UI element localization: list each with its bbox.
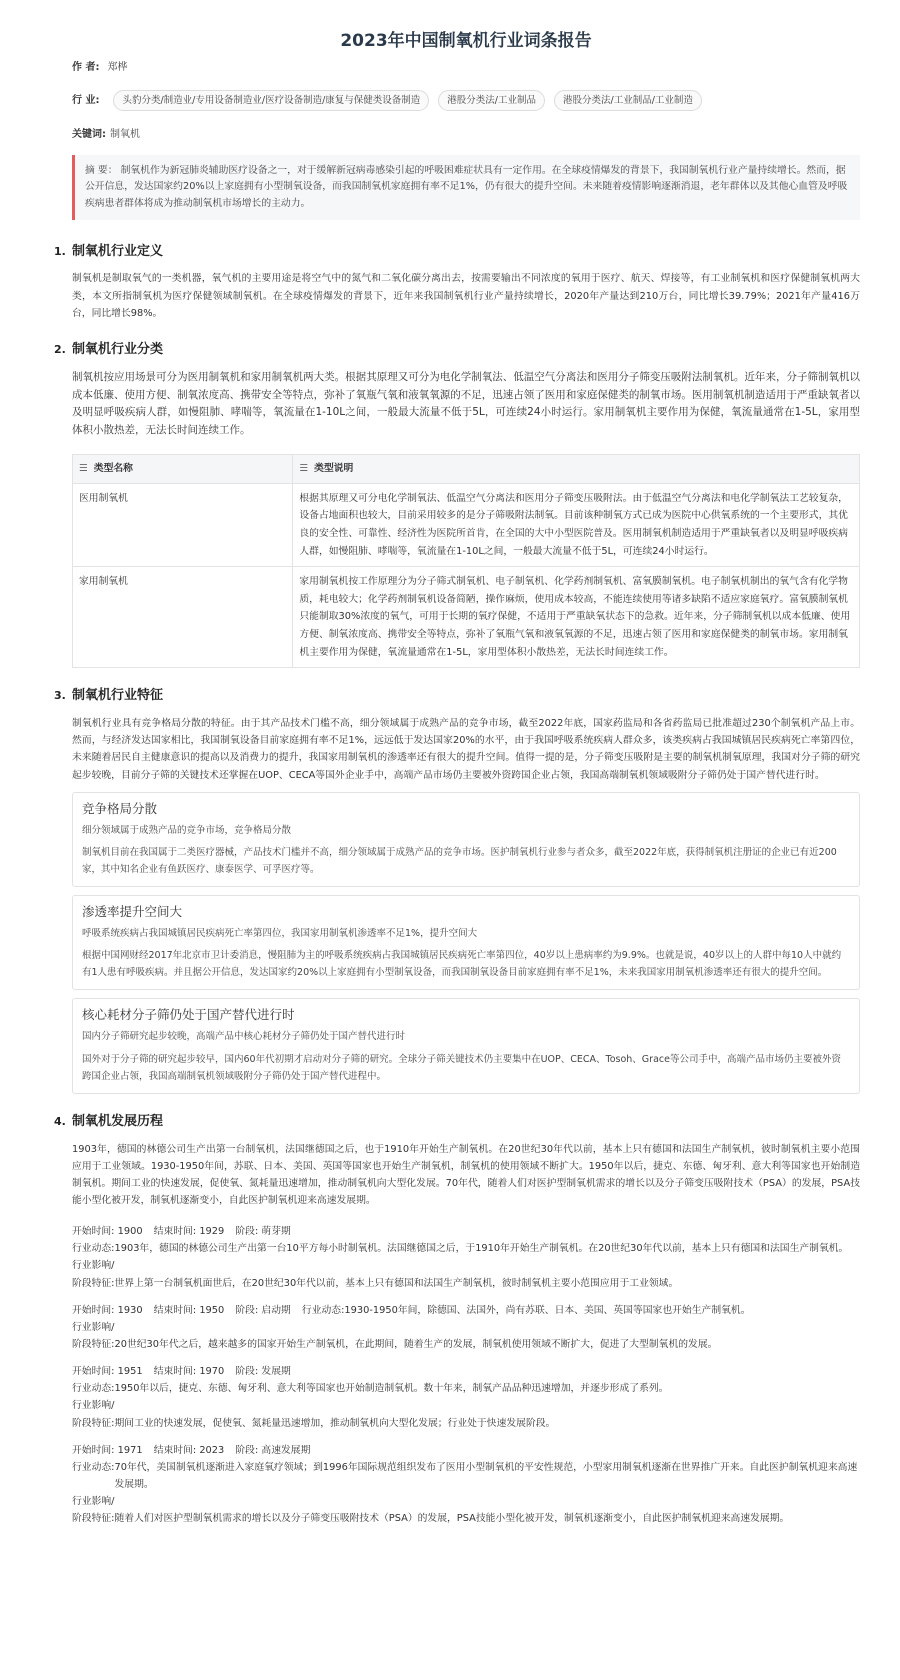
section-number: 3.	[54, 689, 66, 703]
list-icon: ☰	[299, 463, 309, 475]
timeline-dynamics: 行业动态: 1950年以后，捷克、东德、匈牙利、意大利等国家也开始制造制氧机。数十年来，制氧产品品种迅速增加，并逐步形成了系列。	[72, 1383, 669, 1395]
industry-label: 行 业:	[72, 94, 100, 106]
timeline-period: 开始时间: 1951 结束时间: 1970 阶段: 发展期	[72, 1366, 291, 1378]
timeline-dynamics: 行业动态: 1903年，德国的林德公司生产出第一台10平方每小时制氧机。法国继德国之后，于1910年开始生产制氧机。在20世纪30年代以前，基本上只有德国和法国生产制氧机。	[72, 1243, 849, 1255]
feature-card-subtitle: 细分领域属于成熟产品的竞争市场，竞争格局分散	[82, 824, 292, 836]
section-number: 1.	[54, 244, 66, 258]
timeline-impact-label: 行业影响/	[72, 1321, 115, 1333]
timeline-entry	[72, 1302, 860, 1353]
industry-tags	[113, 90, 701, 111]
author-row	[72, 60, 860, 76]
section-paragraph: 制氧机按应用场景可分为医用制氧机和家用制氧机两大类。根据其原理又可分为电化学制氧法、低温空气分离法和医用分子筛变压吸附法制氧机。近年来，分子筛制氧机以成本低廉、使用方便、制氧浓度高、携带安全等特点，弥补了氧瓶气氧和液氧氧源的不足，迅速占领了医用和家庭保健类的制氧市场。医用制氧机制造适用于严重缺氧者以及明显呼吸疾病人群，如慢阻肺、哮喘等，氧流量在1-10L之间，一般最大流量不低于5L，可连续24小时运行。家用制氧机主要作用为保健，氧流量通常在1-5L，家用型体积小散热差，无法长时间连续工作。	[72, 370, 860, 437]
timeline-feature: 阶段特征: 世界上第一台制氧机面世后，在20世纪30年代以前，基本上只有德国和法国生产制氧机，彼时制氧机主要小范围应用于工业领域。	[72, 1277, 679, 1289]
timeline-period: 开始时间: 1930 结束时间: 1950 阶段: 启动期 行业动态: 1930-1950年间，除德国、法国外，尚有苏联、日本、美国、英国等国家也开始生产制氧机。	[72, 1304, 751, 1316]
feature-card	[72, 792, 860, 887]
section-paragraph: 1903年，德国的林德公司生产出第一台制氧机，法国继德国之后，也于1910年开始生产制氧机。在20世纪30年代以前，基本上只有德国和法国生产制氧机，彼时制氧机主要小范围应用于工业领域。1930-1950年间，苏联、日本、美国、英国等国家也开始生产制氧机，制氧机的使用领域不断扩大。1950年以后，捷克、东德、匈牙利、意大利等国家也开始制造制氧机。期间工业的快速发展，促使氧、氮耗量迅速增加，推动制氧机向大型化发展。70年代，随着人们对医护型制氧机需求的增长以及分子筛变压吸附技术（PSA）的发展，PSA技能小型化被开发，制氧机逐渐变小，自此医护制氧机迎来高速发展期。	[72, 1143, 860, 1207]
section-number: 2.	[54, 342, 66, 356]
table-row	[73, 483, 860, 567]
industry-row	[72, 90, 860, 111]
section-title: 制氧机行业分类	[72, 341, 164, 357]
timeline-impact-label: 行业影响/	[72, 1260, 115, 1272]
industry-tag[interactable]: 港股分类法/工业制品	[438, 90, 545, 111]
timeline-period: 开始时间: 1900 结束时间: 1929 阶段: 萌芽期	[72, 1226, 291, 1238]
keywords-row	[72, 127, 860, 143]
section-paragraph: 制氧机是制取氧气的一类机器，氧气机的主要用途是将空气中的氮气和二氧化碳分离出去，按需要输出不同浓度的氧用于医疗、航天、焊接等，有工业制氧机和医疗保健制氧机两大类，本文所指制氧机为医疗保健领域制氧机。在全球疫情爆发的背景下，近年来我国制氧机行业产量持续增长，2020年产量达到210万台，同比增长39.79%；2021年产量416万台，同比增长98%。	[72, 273, 860, 319]
section-heading	[54, 1112, 860, 1133]
history-timeline	[72, 1223, 860, 1527]
feature-card-body: 根据中国网财经2017年北京市卫计委消息，慢阻肺为主的呼吸系统疾病占我国城镇居民疾病死亡率第四位，40岁以上患病率约为9.9%。也就是说，40岁以上的人群中每10人中就约有1人患有呼吸疾病。并且据公开信息，发达国家约20%以上家庭拥有小型制氧设备，而我国制氧设备目前家庭拥有率不足1%，未来我国家用制氧机渗透率还有很大的提升空间。	[82, 950, 842, 979]
timeline-entry	[72, 1363, 860, 1432]
feature-card-subtitle: 国内分子筛研究起步较晚，高端产品中核心耗材分子筛仍处于国产替代进行时	[82, 1031, 406, 1043]
classification-table	[72, 454, 860, 668]
industry-tag[interactable]: 港股分类法/工业制品/工业制造	[554, 90, 702, 111]
feature-card-subtitle: 呼吸系统疾病占我国城镇居民疾病死亡率第四位，我国家用制氧机渗透率不足1%，提升空间大	[82, 928, 478, 940]
feature-card	[72, 998, 860, 1093]
section-title: 制氧机行业定义	[72, 243, 164, 259]
section-features	[54, 686, 860, 1093]
section-classification	[54, 340, 860, 668]
section-heading	[54, 340, 860, 361]
timeline-feature: 阶段特征: 随着人们对医护型制氧机需求的增长以及分子筛变压吸附技术（PSA）的发展，PSA技能小型化被开发，制氧机逐渐变小，自此医护制氧机迎来高速发展期。	[72, 1513, 790, 1525]
industry-tag[interactable]: 头豹分类/制造业/专用设备制造业/医疗设备制造/康复与保健类设备制造	[113, 90, 429, 111]
section-paragraph: 制氧机行业具有竞争格局分散的特征。由于其产品技术门槛不高，细分领域属于成熟产品的竞争市场，截至2022年底，国家药监局和各省药监局已批准超过230个制氧机产品上市。然而，与经济发达国家相比，我国制氧设备目前家庭拥有率不足1%，远远低于发达国家20%的水平，由于我国呼吸系统疾病人群众多，该类疾病占我国城镇居民疾病死亡率第四位，未来随着居民自主健康意识的提高以及消费力的提升，我国家用制氧机的渗透率还有很大的提升空间。值得一提的是，分子筛变压吸附是主要的制氧机制氧原理，我国对分子筛的研究起步较晚，目前分子筛的关键技术还掌握在UOP、CECA等国外企业手中，高端产品市场仍主要被外资跨国企业占领，我国高端制氧机领域吸附分子筛仍处于国产替代进行时。	[72, 718, 860, 781]
table-cell: 医用制氧机	[73, 483, 293, 567]
timeline-feature: 阶段特征: 20世纪30年代之后，越来越多的国家开始生产制氧机，在此期间，随着生产的发展，制氧机使用领域不断扩大，促进了大型制氧机的发展。	[72, 1339, 718, 1351]
abstract-box: 摘 要： 制氧机作为新冠肺炎辅助医疗设备之一，对于缓解新冠病毒感染引起的呼吸困难症状具有一定作用。在全球疫情爆发的背景下，我国制氧机行业产量持续增长。然而，据公开信息，发达国家约20%以上家庭拥有小型制氧设备，而我国制氧机家庭拥有率不足1%，仍有很大的提升空间。未来随着疫情影响逐渐消退，老年群体以及其他心血管及呼吸疾病患者群体将成为推动制氧机市场增长的主动力。	[72, 155, 860, 219]
table-header: ☰ 类型说明	[293, 455, 860, 484]
timeline-period: 开始时间: 1971 结束时间: 2023 阶段: 高速发展期	[72, 1444, 311, 1456]
section-title: 制氧机发展历程	[72, 1113, 164, 1129]
keywords-label: 关键词:	[72, 129, 106, 141]
section-heading	[54, 242, 860, 263]
timeline-impact-label: 行业影响/	[72, 1400, 115, 1412]
table-header: ☰ 类型名称	[73, 455, 293, 484]
feature-card-title: 渗透率提升空间大	[82, 904, 183, 920]
list-icon: ☰	[79, 463, 88, 475]
section-heading	[54, 686, 860, 707]
timeline-entry	[72, 1442, 860, 1528]
section-number: 4.	[54, 1114, 66, 1128]
feature-card-title: 核心耗材分子筛仍处于国产替代进行时	[82, 1007, 295, 1023]
table-cell: 根据其原理又可分电化学制氧法、低温空气分离法和医用分子筛变压吸附法。由于低温空气分离法和电化学制氧法工艺较复杂，设备占地面积也较大，目前采用较多的是分子筛吸附法制氧。目前该种制氧方式已成为医院中心供氧系统的一个主要形式，其优良的安全性、可靠性、经济性为医院所首肯，在全国的大中小型医院普及。医用制氧机制造适用于严重缺氧者以及明显呼吸疾病人群，如慢阻肺、哮喘等，氧流量在1-10L之间，一般最大流量不低于5L，可连续24小时运行。	[293, 483, 860, 567]
feature-card-body: 国外对于分子筛的研究起步较早，国内60年代初期才启动对分子筛的研究。全球分子筛关键技术仍主要集中在UOP、CECA、Tosoh、Grace等公司手中，高端产品市场仍主要被外资跨国企业占领，我国高端制氧机领域吸附分子筛仍处于国产替代进程中。	[82, 1053, 841, 1082]
section-title: 制氧机行业特征	[72, 688, 164, 704]
section-history	[54, 1112, 860, 1528]
author-label: 作 者:	[72, 62, 100, 73]
timeline-entry	[72, 1223, 860, 1292]
timeline-impact-label: 行业影响/	[72, 1496, 115, 1508]
table-row	[73, 567, 860, 668]
section-definition	[54, 242, 860, 322]
feature-card-body: 制氧机目前在我国属于二类医疗器械，产品技术门槛并不高，细分领域属于成熟产品的竞争市场。医护制氧机行业参与者众多，截至2022年底，获得制氧机注册证的企业已有近200家，其中知名企业有鱼跃医疗、康泰医学、可孚医疗等。	[82, 846, 837, 875]
timeline-feature: 阶段特征: 期间工业的快速发展，促使氧、氮耗量迅速增加，推动制氧机向大型化发展；行业处于快速发展阶段。	[72, 1417, 556, 1429]
feature-card-title: 竞争格局分散	[82, 800, 158, 816]
timeline-dynamics: 行业动态: 70年代，美国制氧机逐渐进入家庭氧疗领域；到1996年国际规范组织发布了医用小型制氧机的平安性规范，小型家用制氧机逐渐在世界推广开来。自此医护制氧机迎来高速发展期。	[72, 1461, 858, 1491]
keyword-value: 制氧机	[110, 129, 140, 141]
report-title: 2023年中国制氧机行业词条报告	[340, 31, 592, 51]
table-cell: 家用制氧机	[73, 567, 293, 668]
table-cell: 家用制氧机按工作原理分为分子筛式制氧机、电子制氧机、化学药剂制氧机、富氧膜制氧机。电子制氧机制出的氧气含有化学物质，耗电较大；化学药剂制氧机设备简陋，操作麻烦，使用成本较高，不能连续使用等诸多缺陷不适应家庭氧疗。富氧膜制氧机只能制取30%浓度的氧气，可用于长期的氧疗保健，不适用于严重缺氧状态下的急救。近年来，分子筛制氧机以成本低廉、使用方便、制氧浓度高、携带安全等特点，弥补了氧瓶气氧和液氧氧源的不足，迅速占领了医用和家庭保健类的制氧市场。家用制氧机主要作用为保健，氧流量通常在1-5L，家用型体积小散热差，无法长时间连续工作。	[293, 567, 860, 668]
feature-card	[72, 895, 860, 990]
author-name: 郑桦	[107, 62, 128, 73]
